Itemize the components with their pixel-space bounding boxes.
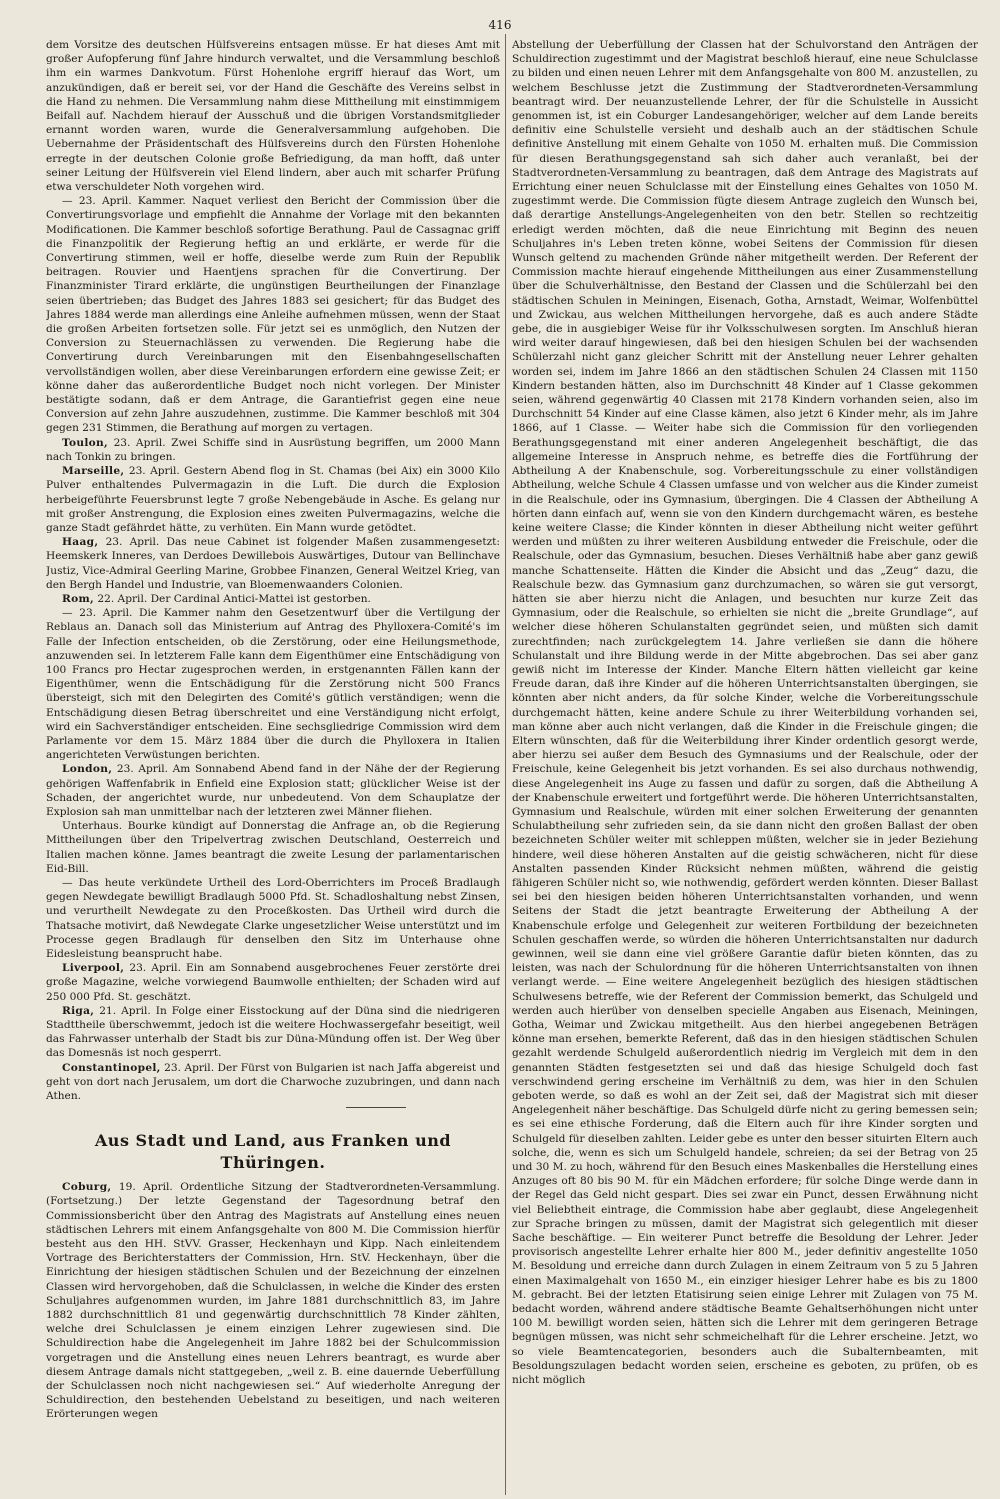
paragraph-text: 21. April. In Folge einer Eisstockung auf der Düna sind die niedrigeren Stadttheile überschwemmt, jedoch ist die weitere Hochwassergefahr beseitigt, weil das Fahrwasser unterhalb der Stadt bis zur Düna-Mündung offen ist. Der Weg über das Domesnäs ist noch gesperrt. [46, 1004, 500, 1060]
paragraph-text: dem Vorsitze des deutschen Hülfsvereins entsagen müsse. Er hat dieses Amt mit großer Aufopferung fünf Jahre hindurch verwaltet, und die Versammlung beschloß ihm ein warmes Dankvotum. Fürst Hohenlohe ergriff hierauf das Wort, um anzukündigen, daß er bereit sei, vor der Hand die Geschäfte des Vereins selbst in die Hand zu nehmen. Die Versammlung nahm diese Mittheilung mit einstimmigem Beifall auf. Nachdem hierauf der Ausschuß und die übrigen Vorstandsmitglieder ernannt worden waren, wurde die Generalversammlung aufgehoben. Die Uebernahme der Präsidentschaft des Hülfsvereins durch den Fürsten Hohenlohe erregte in der deutschen Colonie große Befriedigung, da man hofft, daß unter seiner Leitung der Hülfsverein viel Elend lindern, aber auch mit scharfer Prüfung etwa verschuldeter Noth vorgehen wird. [46, 39, 500, 194]
dateline-place: Haag, [62, 536, 99, 549]
paragraph-text: — Das heute verkündete Urtheil des Lord-Oberrichters im Proceß Bradlaugh gegen Newdegate bewilligt Bradlaugh 5000 Pfd. St. Schadloshaltung nebst Zinsen, und verurtheilt Newdegate zu den Proceßkosten. Das Urtheil wird durch die Thatsache motivirt, daß Newdegate Clarke ungesetzlicher Weise unterstützt und im Processe gegen Bradlaugh für denselben den Sitz im Unterhause ohne Eidesleistung beansprucht habe. [46, 876, 500, 960]
dateline-place: Marseille, [62, 465, 125, 478]
paragraph-text: 23. April. Der Fürst von Bulgarien ist nach Jaffa abgereist und geht von dort nach Jerusalem, um dort die Charwoche zuzubringen, und dann nach Athen. [46, 1061, 500, 1103]
dateline-place: London, [62, 763, 113, 776]
article-paragraph [46, 194, 500, 435]
dateline-place: Toulon, [62, 436, 109, 449]
article-paragraph [46, 762, 500, 819]
article-paragraph [46, 606, 500, 762]
article-paragraph [46, 1004, 500, 1061]
left-column [46, 38, 500, 1495]
page-number: 416 [488, 18, 512, 32]
article-paragraph [46, 38, 500, 194]
column-divider [505, 34, 506, 1495]
paragraph-text: Abstellung der Ueberfüllung der Classen hat der Schulvorstand den Anträgen der Schuldirection zugestimmt und der Magistrat beschloß hierauf, eine neue Schulclasse zu bilden und einen neuen Lehrer mit dem Anfangsgehalte von 800 M. anzustellen, zu welchem Beschlusse jetzt die Zustimmung der Stadtverordneten-Versammlung beantragt wird. Der neuanzustellende Lehrer, der für die Schulstelle in Aussicht genommen ist, ist ein Coburger Landesangehöriger, welcher auf dem Lande bereits definitiv eine Schulstelle versieht und deshalb auch an der städtischen Schule definitive Anstellung mit einem Gehalte von 1050 M. erhalten muß. Die Commission für diesen Berathungsgegenstand sah sich daher auch veranlaßt, bei der Stadtverordneten-Versammlung zu beantragen, daß dem Antrage des Magistrats auf Errichtung einer neuen Schulclasse mit der Einstellung eines Gehaltes von 1050 M. zugestimmt werde. Die Commission fügte diesem Antrage zugleich den Wunsch bei, daß derartige Anstellungs-Angelegenheiten von den betr. Stellen so rechtzeitig erledigt werden möchten, daß die neue Einrichtung mit Beginn des neuen Schuljahres in's Leben treten könne, wobei Seitens der Commission für diesen Wunsch geltend zu machenden Gründe näher mitgetheilt werden. Der Referent der Commission machte hierauf eingehende Mittheilungen aus einer Zusammenstellung über die Schulverhältnisse, den Bestand der Classen und die Schülerzahl bei den städtischen Schulen in Meiningen, Eisenach, Gotha, Arnstadt, Weimar, Wolfenbüttel und Zwickau, aus welchen Mittheilungen hervorgehe, daß es auch andere Städte gebe, die in ausgiebiger Weise für ihr Volksschulwesen sorgten. Im Anschluß hieran wird weiter darauf hingewiesen, daß bei den hiesigen Schulen bei der wachsenden Schülerzahl nicht ganz gleicher Schritt mit der Anstellung neuer Lehrer gehalten worden sei, indem im Jahre 1866 an den städtischen Schulen 24 Classen mit 1150 Kindern bestanden hätten, also im Durchschnitt 48 Kinder auf 1 Classe gekommen seien, während gegenwärtig 40 Classen mit 2178 Kindern vorhanden seien, also im Durchschnitt 54 Kinder auf eine Classe kämen, also jetzt 6 Kinder mehr, als im Jahre 1866, auf 1 Classe. — Weiter habe sich die Commission für den vorliegenden Berathungsgegenstand mit einer anderen Angelegenheit beschäftigt, die das allgemeine Interesse in Anspruch nehme, es betreffe dies die Fortführung der Abtheilung A der Knabenschule, sog. Vorbereitungsschule zu einer vollständigen Abtheilung, welche Schule 4 Classen umfasse und von welcher aus die Kinder zumeist in die Realschule, oder ins Gymnasium, übergingen. Die 4 Classen der Abtheilung A hörten dann einfach auf, wenn sie von den Kindern durchgemacht wären, es bestehe keine weitere Classe; die Kinder könnten in dieser Abtheilung nicht weiter geführt werden und müßten zu ihrer weiteren Ausbildung entweder die Freischule, oder die Realschule, oder das Gymnasium, besuchen. Dieses Verhältniß habe aber ganz gewiß manche Schattenseite. Hätten die Kinder die Absicht und das „Zeug“ dazu, die Realschule bezw. das Gymnasium ganz durchzumachen, so wären sie gut versorgt, hätten sie aber hierzu nicht die Anlagen, und besuchten nur kurze Zeit das Gymnasium, oder die Realschule, so erhielten sie nicht die „breite Grundlage“, auf welcher diese höheren Schulanstalten gegründet seien, und müßten sich damit zurechtfinden; nach zurückgelegtem 14. Jahre verließen sie dann die höhere Schulanstalt und ihre Bildung werde in der Mitte abgebrochen. Das sei aber ganz gewiß nicht im Interesse der Kinder. Manche Eltern hätten vielleicht gar keine Freude daran, daß ihre Kinder auf die höheren Unterrichtsanstalten übergingen, sie könnten aber nicht anders, da für solche Kinder, welche die Vorbereitungsschule durchgemacht hätten, keine andere Schule zu ihrer Weiterbildung vorhanden sei, man könne aber auch nicht verlangen, daß die Kinder in die Freischule gingen; die Eltern wünschten, daß für die Weiterbildung ihrer Kinder ordentlich gesorgt werde, aber hierzu sei außer dem Besuch des Gymnasiums und der Realschule, oder der Freischule, keine Gelegenheit bis jetzt vorhanden. Es sei also durchaus nothwendig, diese Angelegenheit ins Auge zu fassen und dafür zu sorgen, daß die Abtheilung A der Knabenschule erweitert und fortgeführt werde. Die höheren Unterrichtsanstalten, Gymnasium und Realschule, würden mit einer solchen Erweiterung der genannten Schulabtheilung sehr zufrieden sein, da sie dann nicht den großen Ballast der oben bezeichneten Schüler weiter mit schleppen müßten, welcher sie in jeder Beziehung hindere, weil diese höheren Anstalten auf die geistig schwächeren, nicht für diese Anstalten passenden Kinder Rücksicht nehmen müßten, während die geistig fähigeren Schüler nicht so, wie nothwendig, gefördert werden könnten. Dieser Ballast sei bei den hiesigen beiden höheren Unterrichtsanstalten vorhanden, und wenn Seitens der Stadt die jetzt beantragte Erweiterung der Abtheilung A der Knabenschule erfolge und Gelegenheit zur weiteren Fortbildung der bezeichneten Schulen geschaffen werde, so würden die höheren Unterrichtsanstalten nur dadurch gewinnen, weil sie dann eine viel größere Garantie dafür bieten könnten, das zu leisten, was nach der Schulordnung für die höheren Unterrichtsanstalten von ihnen verlangt werde. — Eine weitere Angelegenheit bezüglich des hiesigen städtischen Schulwesens betreffe, wie der Referent der Commission bemerkt, das Schulgeld und werden auch hierüber von denselben specielle Angaben aus Eisenach, Meiningen, Gotha, Weimar und Zwickau mitgetheilt. Aus den hierbei angegebenen Beträgen könne man ersehen, bemerkte Referent, daß das in den hiesigen städtischen Schulen gezahlt werdende Schulgeld außerordentlich niedrig im Vergleich mit dem in den genannten Städten festgesetzten sei und daß das hiesige Schulgeld doch fast verschwindend gering erscheine im Verhältniß zu dem, was hier in den Schulen geboten werde, so daß es wohl an der Zeit sei, daß der Magistrat sich mit dieser Angelegenheit näher beschäftige. Das Schulgeld dürfe nicht zu gering bemessen sein; es sei eine ethische Forderung, daß die Eltern auch für ihre Kinder sorgten und Schulgeld für dieselben zahlten. Leider gebe es unter den besser situirten Eltern auch solche, die, wenn es sich um Schulgeld handele, schreien; da sei der Betrag von 25 und 30 M. zu hoch, während für den Besuch eines Maskenballes die Herstellung eines Anzuges oft 80 bis 90 M. für ein Mädchen erfordere; für solche Dinge werde dann in der Regel das Geld nicht gespart. Dies sei zwar ein Punct, dessen Erwähnung nicht viel Beliebtheit eintrage, die Commission habe aber geglaubt, diese Angelegenheit zur Sprache bringen zu müssen, damit der Magistrat sich gelegentlich mit dieser Sache beschäftige. — Ein weiterer Punct betreffe die Besoldung der Lehrer. Jeder provisorisch angestellte Lehrer erhalte hier 800 M., jeder definitiv angestellte 1050 M. Besoldung und erreiche dann durch Zulagen in einem Zeitraum von 5 zu 5 Jahren einen Maximalgehalt von 1650 M., ein einziger hiesiger Lehrer habe es bis zu 1800 M. gebracht. Bei der letzten Etatisirung seien einige Lehrer mit Zulagen von 75 M. bedacht worden, während andere städtische Beamte Gehaltserhöhungen nicht unter 100 M. bewilligt worden seien, hätten sich die Lehrer mit dem geringeren Betrage begnügen müssen, was nicht sehr schmeichelhaft für die Lehrer erscheine. Jetzt, wo so viele Beamtencategorien, besonders auch die Subalternbeamten, mit Besoldungszulagen bedacht worden seien, erscheine es geboten, zu prüfen, ob es nicht möglich [512, 39, 978, 1387]
article-paragraph [46, 436, 500, 464]
article-paragraph [46, 1061, 500, 1104]
dateline-place: Liverpool, [62, 962, 125, 975]
paragraph-text: 23. April. Ein am Sonnabend ausgebrochenes Feuer zerstörte drei große Magazine, welche vorwiegend Baumwolle enthielten; der Schaden wird auf 250 000 Pfd. St. geschätzt. [46, 962, 500, 1003]
article-paragraph [46, 876, 500, 961]
paragraph-text: Unterhaus. Bourke kündigt auf Donnerstag die Anfrage an, ob die Regierung Mittheilungen über den Tripelvertrag zwischen Deutschland, Oesterreich und Italien machen könne. James beantragt die zweite Lesung der parlamentarischen Eid-Bill. [46, 820, 500, 875]
section-separator [346, 1107, 406, 1108]
paragraph-text: — 23. April. Die Kammer nahm den Gesetzentwurf über die Vertilgung der Reblaus an. Danach soll das Ministerium auf Antrag des Phylloxera-Comité's im Falle der Infection entscheiden, ob die Zerstörung, oder eine Heilungsmethode, anzuwenden sei. In letzterem Falle kann dem Eigenthümer eine Entschädigung von 100 Francs pro Hectar zugesprochen werden, in erstgenannten Fällen kann der Eigenthümer, wenn die Entschädigung für die Zerstörung nicht 500 Francs übersteigt, sich mit den Delegirten des Comité's gütlich verständigen; wenn die Entschädigung diesen Betrag überschreitet und eine Verständigung nicht erfolgt, wird ein Sachverständiger entscheiden. Eine sechsgliedrige Commission wird dem Parlamente vor dem 15. März 1884 über die durch die Phylloxera in Italien angerichteten Verwüstungen berichten. [46, 607, 500, 762]
dateline-place: Constantinopel, [62, 1061, 161, 1074]
article-paragraph [46, 819, 500, 876]
paragraph-text: 22. April. Der Cardinal Antici-Mattei ist gestorben. [97, 592, 371, 605]
paragraph-text: 23. April. Am Sonnabend Abend fand in der Nähe der der Regierung gehörigen Waffenfabrik in Enfield eine Explosion statt; glücklicher Weise ist der Schaden, der angerichtet wurde, nur unbedeutend. Von dem Schauplatze der Explosion sah man unmittelbar nach der letzteren zwei Männer fliehen. [46, 763, 500, 818]
paragraph-text: 23. April. Das neue Cabinet ist folgender Maßen zusammengesetzt: Heemskerk Inneres, van Derdoes Dewillebois Auswärtiges, Dutour van Bellinchave Justiz, Vice-Admiral Geerling Marine, Grobbee Finanzen, General Weitzel Krieg, van den Bergh Handel und Industrie, van Bloemenwaanders Colonien. [46, 536, 500, 591]
paragraph-text: — 23. April. Kammer. Naquet verliest den Bericht der Commission über die Convertirungsvorlage und empfiehlt die Annahme der Vorlage mit den bekannten Modificationen. Die Kammer beschloß sofortige Berathung. Paul de Cassagnac griff die Finanzpolitik der Regierung heftig an und erklärte, er werde für die Convertirung stimmen, weil er hoffe, dieselbe werde zum Ruin der Republik beitragen. Rouvier und Haentjens sprachen für die Convertirung. Der Finanzminister Tirard erklärte, die ungünstigen Beurtheilungen der Finanzlage seien übertrieben; das Budget des Jahres 1883 sei gesichert; für das Budget des Jahres 1884 werde man allerdings eine Anleihe aufnehmen müssen, wenn der Staat die großen Arbeiten fortsetzen solle. Für jetzt sei es unmöglich, den Nutzen der Conversion zu Steuernachlässen zu verwenden. Die Regierung habe die Convertirung durch Vereinbarungen mit den Eisenbahngesellschaften vervollständigen wollen, aber diese Vereinbarungen erfordern eine gewisse Zeit; er könne daher das außerordentliche Budget noch nicht vorlegen. Der Minister bestätigte sodann, daß er dem Antrage, die Garantiefrist gegen eine neue Conversion auf zehn Jahre auszudehnen, zustimme. Die Kammer beschloß mit 304 gegen 231 Stimmen, die Berathung auf morgen zu vertagen. [46, 195, 500, 435]
article-paragraph [46, 961, 500, 1004]
dateline-place: Riga, [62, 1004, 95, 1017]
paragraph-text: 23. April. Gestern Abend flog in St. Chamas (bei Aix) ein 3000 Kilo Pulver enthaltendes Pulvermagazin in die Luft. Die durch die Explosion herbeigeführte Feuersbrunst legte 7 große Nebengebäude in Asche. Es gelang nur mit großer Anstrengung, die Explosion eines zweiten Pulvermagazins, welche die ganze Stadt gefährdet hätte, zu verhüten. Ein Mann wurde getödtet. [46, 465, 500, 534]
paragraph-text: 19. April. Ordentliche Sitzung der Stadtverordneten-Versammlung. (Fortsetzung.) Der letzte Gegenstand der Tagesordnung betraf den Commissionsbericht über den Antrag des Magistrats auf Anstellung eines neuen städtischen Lehrers mit einem Anfangsgehalte von 800 M. Die Commission hierfür besteht aus den HH. StVV. Grasser, Heckenhayn und Kipp. Nach einleitendem Vortrage des Berichterstatters der Commission, Hrn. StV. Heckenhayn, über die Einrichtung der hiesigen städtischen Schulen und der Bezeichnung der einzelnen Classen wird hervorgehoben, daß die Schulclassen, in welche die Kinder des ersten Schuljahres aufgenommen wurden, im Jahre 1881 durchschnittlich 83, im Jahre 1882 durchschnittlich 81 und gegenwärtig durchschnittlich 78 Kinder zählten, welche drei Schulclassen je einem einzigen Lehrer zugewiesen sind. Die Schuldirection habe die Angelegenheit im Jahre 1882 bei der Schulcommission vorgetragen und die Anstellung eines neuen Lehrers beantragt, es wurde aber diesem Antrage damals nicht stattgegeben, „weil z. B. eine dauernde Ueberfüllung der Schulclassen noch nicht nachgewiesen sei.“ Auf wiederholte Anregung der Schuldirection, den bestehenden Uebelstand zu beseitigen, und nach weiteren Erörterungen wegen [46, 1181, 500, 1421]
article-paragraph [46, 1180, 500, 1421]
article-paragraph [46, 535, 500, 592]
article-paragraph [46, 464, 500, 535]
article-paragraph [512, 38, 978, 1387]
right-column [512, 38, 978, 1495]
dateline-place: Rom, [62, 592, 94, 605]
dateline-place: Coburg, [62, 1181, 112, 1194]
paragraph-text: 23. April. Zwei Schiffe sind in Ausrüstung begriffen, um 2000 Mann nach Tonkin zu bringen. [46, 436, 500, 463]
section-heading: Aus Stadt und Land, aus Franken und Thüringen. [94, 1131, 452, 1173]
article-paragraph [46, 592, 500, 606]
